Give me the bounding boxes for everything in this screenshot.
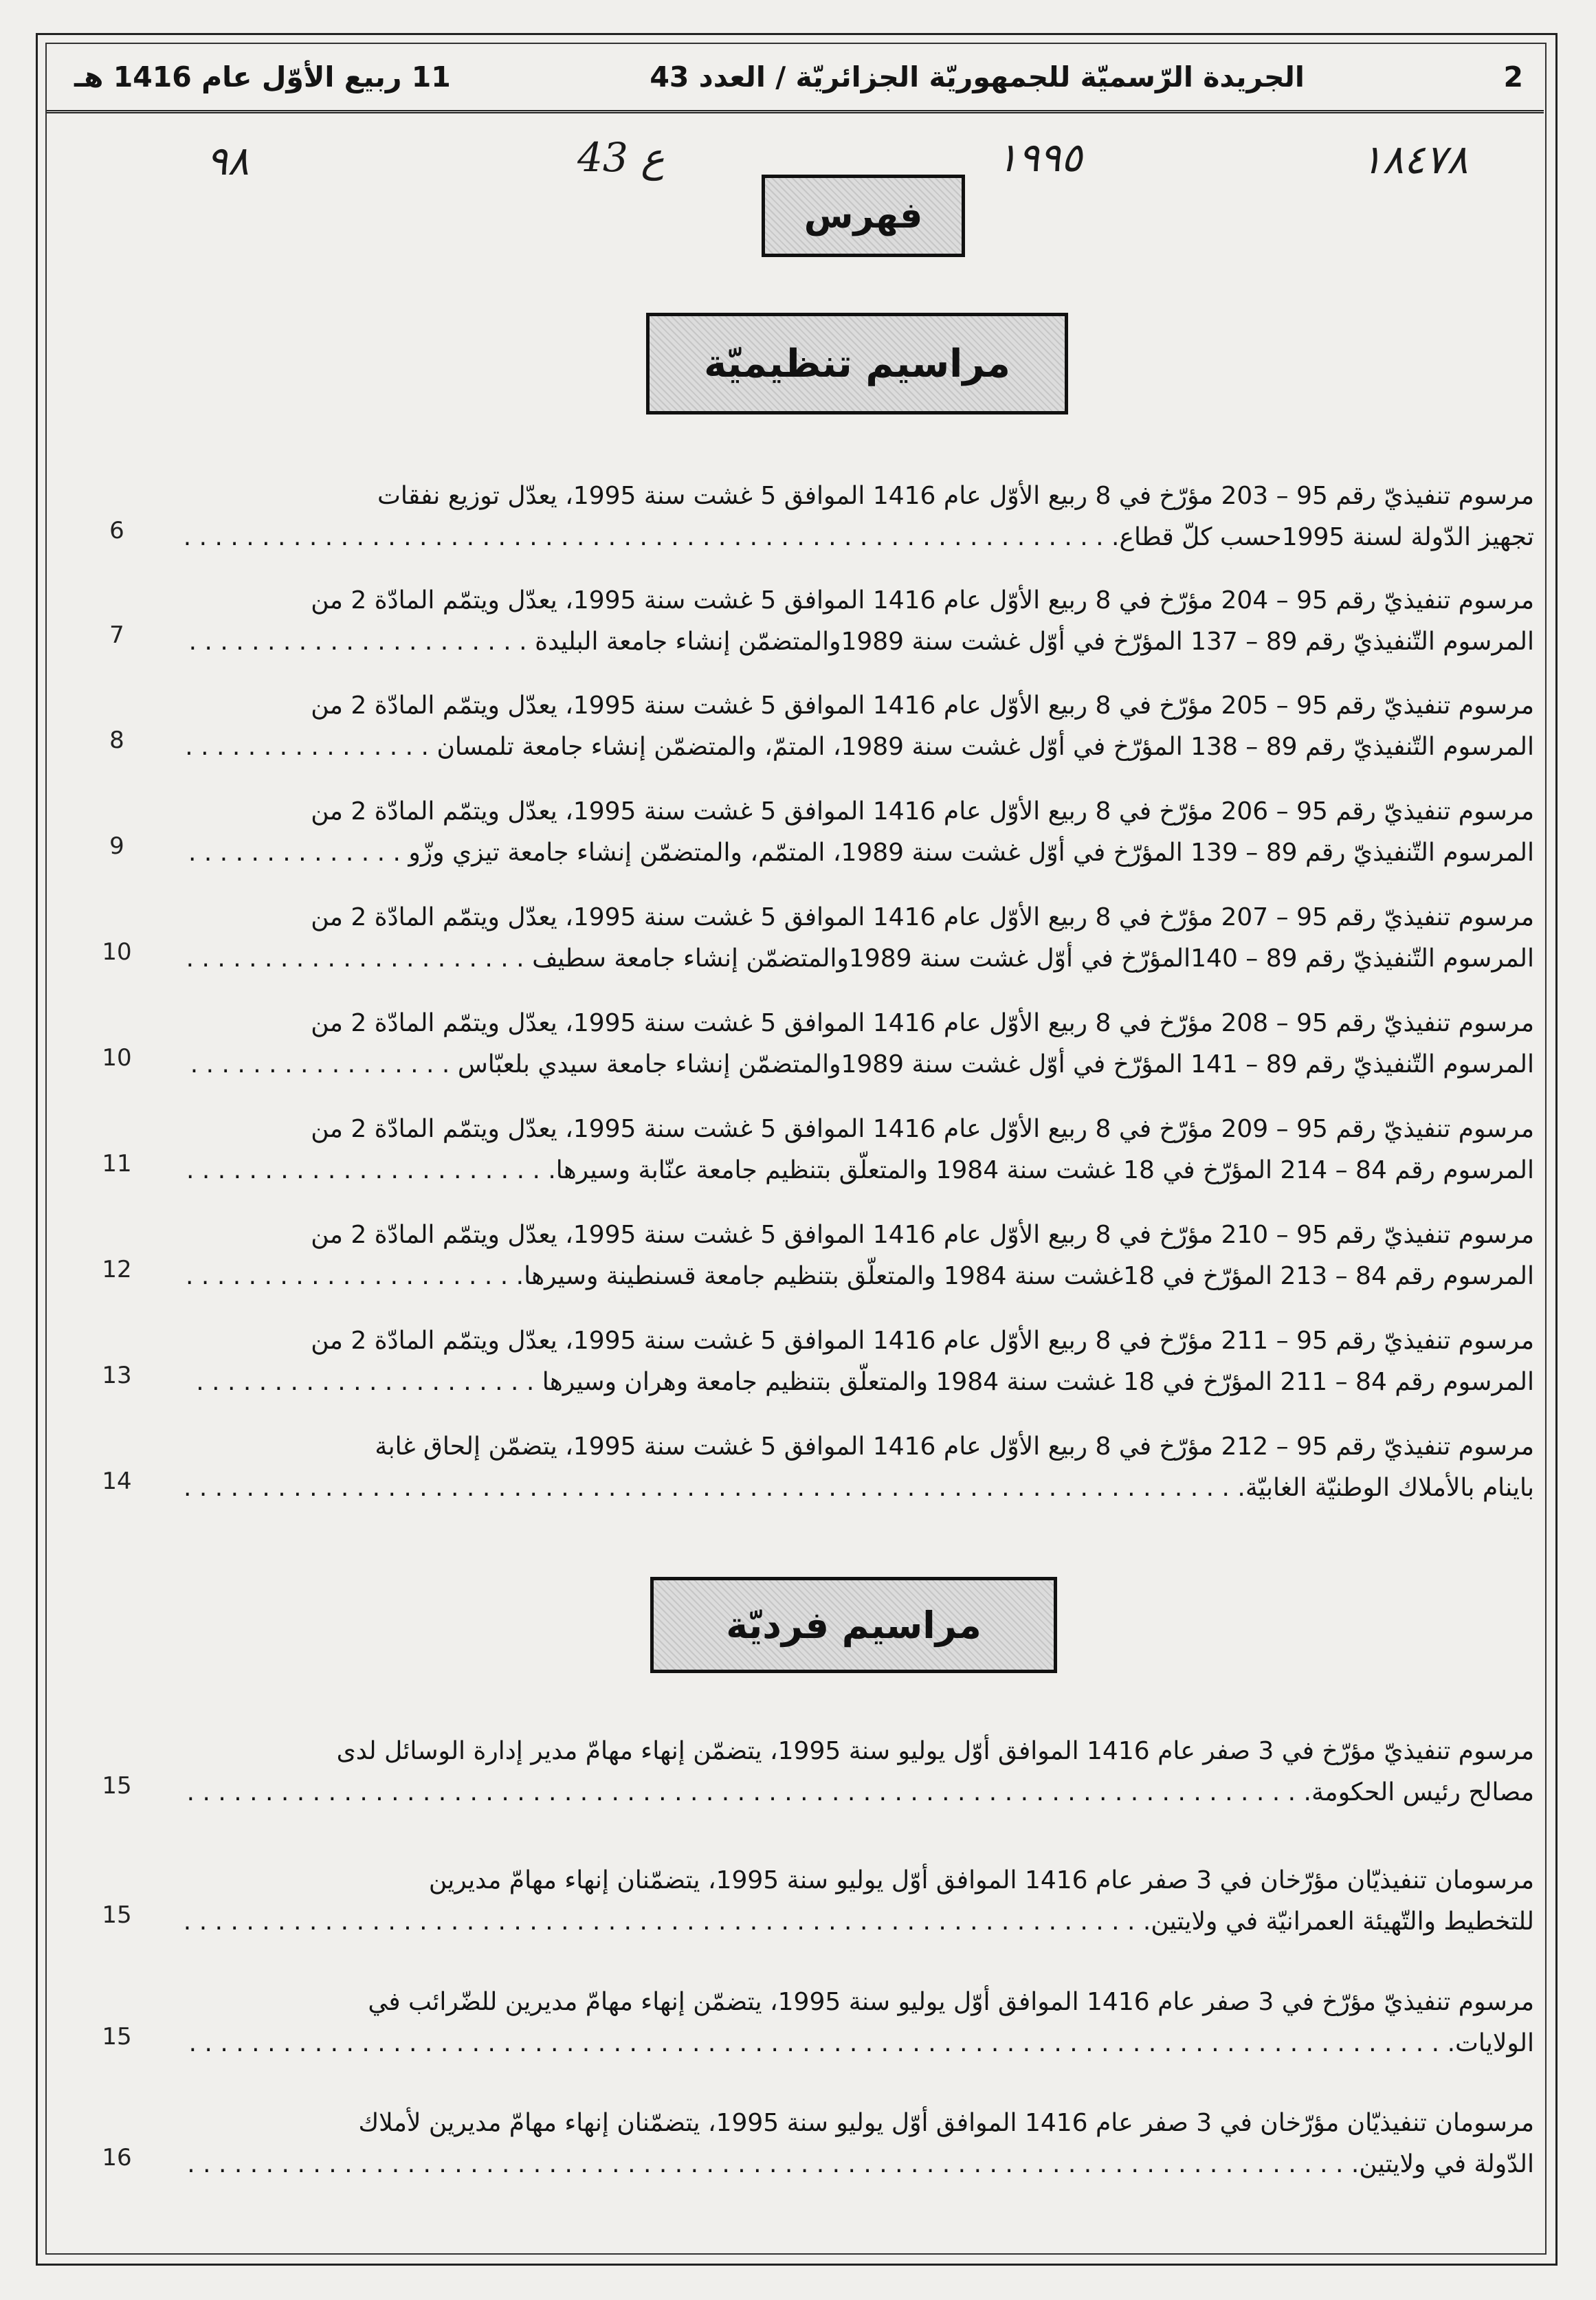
toc-entry xyxy=(186,1109,1534,1191)
toc-entry-line: المرسوم التّنفيذيّ رقم 89 – 141 المؤرّخ في أوّل غشت سنة 1989والمتضمّن إنشاء جامعة سيدي بلعبّاس . . . xyxy=(186,1044,1534,1085)
page-number: 2 xyxy=(1503,60,1523,93)
toc-entry xyxy=(186,1860,1534,1943)
toc-entry-page-number: 9 xyxy=(109,832,124,860)
toc-entry-page-number: 15 xyxy=(102,1901,132,1929)
toc-entry xyxy=(186,1003,1534,1085)
toc-entry-line: مرسوم تنفيذيّ رقم 95 – 212 مؤرّخ في 8 ربيع الأوّل عام 1416 الموافق 5 غشت سنة 1995، يتضمّن إلحاق غابة xyxy=(375,1433,1534,1461)
toc-entry-line: مرسوم تنفيذيّ رقم 95 – 208 مؤرّخ في 8 ربيع الأوّل عام 1416 الموافق 5 غشت سنة 1995، يعدّل ويتمّم المادّة 2 من xyxy=(311,1009,1534,1037)
toc-entry-line: تجهيز الدّولة لسنة 1995حسب كلّ قطاع. . . . xyxy=(186,517,1534,558)
toc-entry-line: مرسوم تنفيذيّ رقم 95 – 205 مؤرّخ في 8 ربيع الأوّل عام 1416 الموافق 5 غشت سنة 1995، يعدّل ويتمّم المادّة 2 من xyxy=(311,692,1534,720)
toc-entry xyxy=(186,1320,1534,1403)
toc-entry-page-number: 8 xyxy=(109,727,124,754)
toc-entry-page-number: 13 xyxy=(102,1362,132,1389)
section-heading-box-individual xyxy=(650,1577,1057,1673)
handwritten-issue-number: 43 ع xyxy=(577,134,665,181)
toc-entry-line: مرسوم تنفيذيّ رقم 95 – 210 مؤرّخ في 8 ربيع الأوّل عام 1416 الموافق 5 غشت سنة 1995، يعدّل ويتمّم المادّة 2 من xyxy=(311,1221,1534,1249)
toc-entry xyxy=(186,476,1534,558)
toc-entry-line: مصالح رئيس الحكومة. . . . xyxy=(186,1772,1534,1813)
toc-entry-line: المرسوم رقم 84 – 211 المؤرّخ في 18 غشت سنة 1984 والمتعلّق بتنظيم جامعة وهران وسيرها . . . xyxy=(186,1362,1534,1403)
toc-entry-line: باينام بالأملاك الوطنيّة الغابيّة. . . . xyxy=(186,1468,1534,1509)
page-header xyxy=(47,44,1544,113)
toc-entry xyxy=(186,791,1534,874)
section-heading-individual: مراسيم فرديّة xyxy=(726,1603,982,1647)
section-heading-box-regulatory xyxy=(646,313,1068,414)
toc-entry xyxy=(186,897,1534,980)
toc-entry-line: مرسوم تنفيذيّ رقم 95 – 203 مؤرّخ في 8 ربيع الأوّل عام 1416 الموافق 5 غشت سنة 1995، يعدّل توزيع نفقات xyxy=(377,482,1534,510)
handwritten-left-mark: ٩٨ xyxy=(206,137,250,184)
toc-entry xyxy=(186,2103,1534,2185)
toc-entry xyxy=(186,1215,1534,1297)
toc-entry-line: مرسوم تنفيذيّ رقم 95 – 207 مؤرّخ في 8 ربيع الأوّل عام 1416 الموافق 5 غشت سنة 1995، يعدّل ويتمّم المادّة 2 من xyxy=(311,903,1534,931)
journal-title: الجريدة الرّسميّة للجمهوريّة الجزائريّة / العدد 43 xyxy=(650,60,1305,93)
toc-entry-page-number: 10 xyxy=(102,938,132,966)
toc-entry-line: المرسوم التّنفيذيّ رقم 89 – 137 المؤرّخ في أوّل غشت سنة 1989والمتضمّن إنشاء جامعة البليدة . . . xyxy=(186,621,1534,663)
toc-entry-line: مرسوم تنفيذيّ مؤرّخ في 3 صفر عام 1416 الموافق أوّل يوليو سنة 1995، يتضمّن إنهاء مهامّ مدير إدارة الوسائل لدى xyxy=(336,1737,1534,1765)
toc-entry-line: مرسوم تنفيذيّ رقم 95 – 204 مؤرّخ في 8 ربيع الأوّل عام 1416 الموافق 5 غشت سنة 1995، يعدّل ويتمّم المادّة 2 من xyxy=(311,586,1534,615)
toc-entry-line: المرسوم التّنفيذيّ رقم 89 – 138 المؤرّخ في أوّل غشت سنة 1989، المتمّ، والمتضمّن إنشاء جامعة تلمسان . . . xyxy=(186,727,1534,768)
toc-entry-line: مرسوم تنفيذيّ مؤرّخ في 3 صفر عام 1416 الموافق أوّل يوليو سنة 1995، يتضمّن إنهاء مهامّ مديرين للضّرائب في xyxy=(368,1988,1534,2016)
toc-entry xyxy=(186,1982,1534,2064)
handwritten-reference-number: ١٨٤٧٨ xyxy=(1361,136,1468,183)
toc-entry-line: المرسوم التّنفيذيّ رقم 89 – 140المؤرّخ في أوّل غشت سنة 1989والمتضمّن إنشاء جامعة سطيف . . . xyxy=(186,938,1534,980)
toc-entry xyxy=(186,580,1534,663)
toc-entry xyxy=(186,685,1534,768)
toc-entry-line: الولايات. . . . xyxy=(186,2023,1534,2064)
toc-entry-page-number: 15 xyxy=(102,1772,132,1800)
toc-entry-line: المرسوم رقم 84 – 214 المؤرّخ في 18 غشت سنة 1984 والمتعلّق بتنظيم جامعة عنّابة وسيرها. . . . xyxy=(186,1150,1534,1191)
toc-entry-page-number: 10 xyxy=(102,1044,132,1072)
toc-entry-line: المرسوم رقم 84 – 213 المؤرّخ في 18غشت سنة 1984 والمتعلّق بتنظيم جامعة قسنطينة وسيرها. . . . xyxy=(186,1256,1534,1297)
toc-entry xyxy=(186,1426,1534,1509)
toc-entry-page-number: 14 xyxy=(102,1468,132,1495)
toc-entry-page-number: 16 xyxy=(102,2144,132,2171)
section-heading-regulatory: مراسيم تنظيميّة xyxy=(704,341,1010,386)
toc-entry-line: مرسومان تنفيذيّان مؤرّخان في 3 صفر عام 1416 الموافق أوّل يوليو سنة 1995، يتضمّنان إنهاء مهامّ مديرين xyxy=(428,1866,1534,1894)
toc-entry-line: للتخطيط والتّهيئة العمرانيّة في ولايتين. . . . xyxy=(186,1901,1534,1943)
toc-entry-page-number: 12 xyxy=(102,1256,132,1283)
toc-entry-line: الدّولة في ولايتين. . . . xyxy=(186,2144,1534,2185)
toc-entry-line: مرسومان تنفيذيّان مؤرّخان في 3 صفر عام 1416 الموافق أوّل يوليو سنة 1995، يتضمّنان إنهاء مهامّ مديرين لأملاك xyxy=(358,2109,1534,2137)
index-title-box xyxy=(762,175,965,257)
toc-entry-line: المرسوم التّنفيذيّ رقم 89 – 139 المؤرّخ في أوّل غشت سنة 1989، المتمّم، والمتضمّن إنشاء جامعة تيزي وزّو . . . xyxy=(186,832,1534,874)
toc-entry-line: مرسوم تنفيذيّ رقم 95 – 211 مؤرّخ في 8 ربيع الأوّل عام 1416 الموافق 5 غشت سنة 1995، يعدّل ويتمّم المادّة 2 من xyxy=(311,1327,1534,1355)
index-title: فهرس xyxy=(803,195,923,236)
toc-entry-page-number: 11 xyxy=(102,1150,132,1177)
toc-entry-line: مرسوم تنفيذيّ رقم 95 – 209 مؤرّخ في 8 ربيع الأوّل عام 1416 الموافق 5 غشت سنة 1995، يعدّل ويتمّم المادّة 2 من xyxy=(311,1115,1534,1143)
toc-entry-page-number: 7 xyxy=(109,621,124,649)
hijri-date: 11 ربيع الأوّل عام 1416 هـ xyxy=(74,60,451,93)
toc-entry-page-number: 15 xyxy=(102,2023,132,2050)
toc-entry-line: مرسوم تنفيذيّ رقم 95 – 206 مؤرّخ في 8 ربيع الأوّل عام 1416 الموافق 5 غشت سنة 1995، يعدّل ويتمّم المادّة 2 من xyxy=(311,797,1534,826)
handwritten-year: ١٩٩٥ xyxy=(997,134,1083,181)
toc-entry xyxy=(186,1731,1534,1813)
toc-entry-page-number: 6 xyxy=(109,517,124,544)
